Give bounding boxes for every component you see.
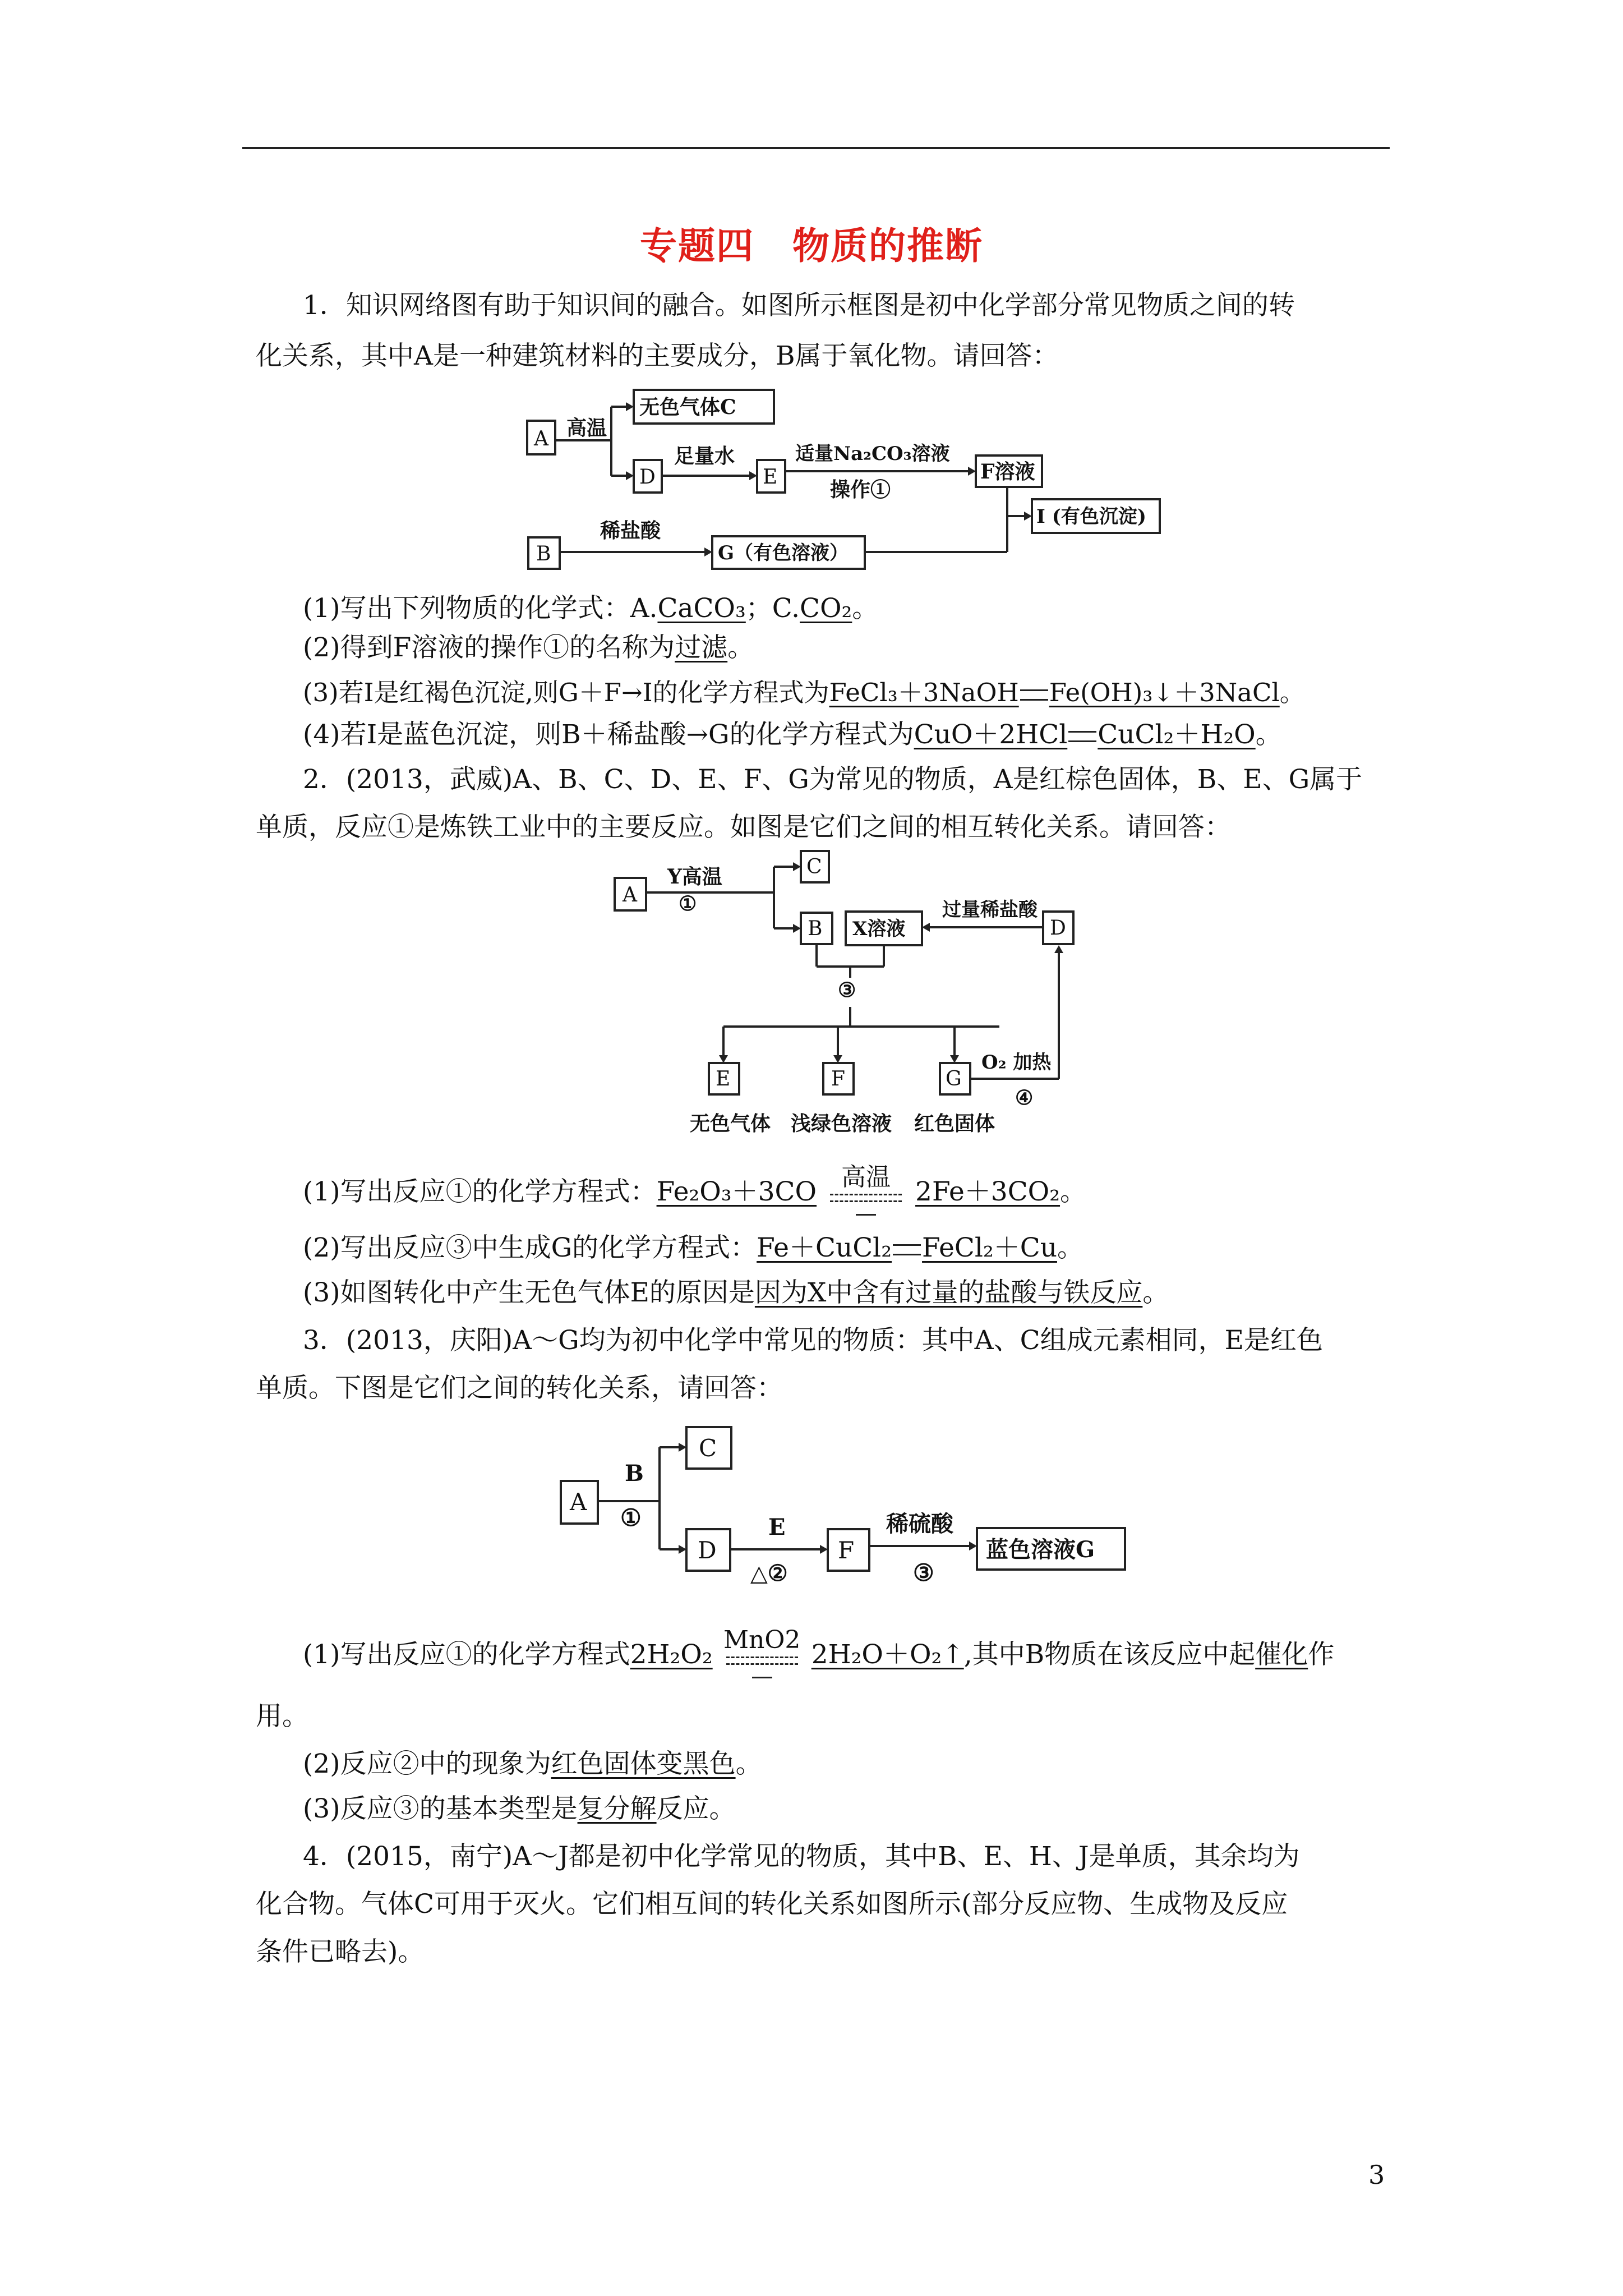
q3-eq1-left: 2H₂O₂ (630, 1639, 713, 1670)
q2-eq2-right: FeCl₂＋Cu (922, 1232, 1057, 1263)
q1-label-b: B (536, 542, 551, 565)
q3-answer-1-cont: 用。 (256, 1701, 308, 1732)
q2-diagram (606, 850, 1110, 1142)
q2-stem-line2: 单质，反应①是炼铁工业中的主要反应。如图是它们之间的相互转化关系。请回答： (256, 812, 1231, 843)
q2-label-y: Y高温 (667, 865, 722, 889)
q3-label-e: E (768, 1514, 786, 1540)
page-number: 3 (1368, 2160, 1385, 2190)
q1-ans-c: CO₂ (800, 593, 852, 624)
q3-label-c: C (699, 1434, 717, 1462)
q4-stem-line1: 4．(2015，南宁)A～J都是初中化学常见的物质，其中B、E、H、J是单质，其余均为 (303, 1841, 1300, 1872)
q1-label-e: E (763, 466, 778, 489)
q1-stem-line2: 化关系，其中A是一种建筑材料的主要成分，B属于氧化物。请回答： (256, 341, 1059, 371)
q2-label-f: F (831, 1068, 845, 1091)
q1-label-c: 无色气体C (639, 395, 736, 419)
q2-label-e: E (716, 1068, 731, 1091)
q1-eq4-left: CuO＋2HCl (914, 719, 1068, 750)
q1-label-f: F溶液 (980, 460, 1035, 484)
page-title: 专题四 物质的推断 (640, 224, 983, 268)
q2-answer-3: (3)如图转化中产生无色气体E的原因是因为X中含有过量的盐酸与铁反应。 (303, 1277, 1169, 1308)
reaction-condition-arrow: MnO2 (721, 1634, 804, 1679)
q3-label-r1: ① (620, 1504, 642, 1531)
q3-ans-phenomenon: 红色固体变黑色 (551, 1749, 736, 1779)
header-rule (242, 147, 1390, 149)
q2-caption-f: 浅绿色溶液 (791, 1112, 892, 1135)
q2-answer-2: (2)写出反应③中生成G的化学方程式：Fe＋CuCl₂ FeCl₂＋Cu。 (303, 1232, 1083, 1263)
reaction-condition-arrow: 高温 (824, 1171, 907, 1216)
q1-label-na2co3: 适量Na₂CO₃溶液 (795, 443, 950, 465)
q1-answer-3: (3)若I是红褐色沉淀,则G＋F→I的化学方程式为FeCl₃＋3NaOH Fe(OH)₃↓＋3NaCl。 (303, 678, 1305, 707)
q2-ans-reason: 因为X中含有过量的盐酸与铁反应 (754, 1277, 1143, 1308)
q3-label-r3: ③ (913, 1559, 934, 1586)
q1-ans-a: CaCO₃ (657, 593, 746, 624)
q3-ans-type: 复分解 (577, 1793, 657, 1824)
q2-label-a: A (623, 884, 637, 907)
q1-label-i: I (有色沉淀) (1036, 505, 1146, 528)
q3-label-r2: △② (750, 1560, 788, 1586)
q3-label-f: F (838, 1536, 855, 1564)
q1-label-hcl: 稀盐酸 (600, 519, 661, 542)
q2-label-d: D (1050, 917, 1066, 940)
q2-label-g: G (946, 1068, 962, 1091)
q3-answer-3: (3)反应③的基本类型是复分解反应。 (303, 1793, 736, 1824)
q2-caption-e: 无色气体 (690, 1112, 771, 1135)
q1-answer-1: (1)写出下列物质的化学式：A.CaCO₃；C.CO₂。 (303, 593, 879, 624)
q1-label-water: 足量水 (674, 444, 735, 468)
q3-answer-2: (2)反应②中的现象为红色固体变黑色。 (303, 1749, 762, 1779)
q1-stem-line1: 1．知识网络图有助于知识间的融合。如图所示框图是初中化学部分常见物质之间的转 (303, 290, 1295, 321)
q4-stem-line3: 条件已略去)。 (256, 1936, 425, 1967)
q2-caption-g: 红色固体 (914, 1112, 995, 1135)
q2-label-x: X溶液 (852, 918, 906, 940)
equals-sign (1020, 689, 1048, 701)
q2-label-r4: ④ (1015, 1086, 1034, 1110)
q1-eq4-right: CuCl₂＋H₂O (1098, 719, 1256, 750)
q3-stem-line1: 3．(2013，庆阳)A～G均为初中化学中常见的物质：其中A、C组成元素相同，E是红色 (303, 1325, 1323, 1356)
q2-label-o2: O₂ 加热 (981, 1051, 1052, 1074)
q1-ans-op: 过滤 (675, 632, 728, 663)
q3-label-a: A (570, 1488, 587, 1516)
q2-eq2-left: Fe＋CuCl₂ (757, 1232, 892, 1263)
q1-answer-2: (2)得到F溶液的操作①的名称为过滤。 (303, 632, 754, 663)
q2-eq1-right: 2Fe＋3CO₂ (915, 1176, 1061, 1207)
q2-stem-line1: 2．(2013，武威)A、B、C、D、E、F、G为常见的物质，A是红棕色固体，B、E、G属于 (303, 764, 1363, 795)
q3-eq1-right: 2H₂O＋O₂↑ (811, 1639, 964, 1670)
q2-label-hcl: 过量稀盐酸 (942, 899, 1038, 921)
q1-diagram (522, 381, 1172, 572)
q1-label-g: G（有色溶液） (718, 542, 849, 564)
q1-label-high-temp: 高温 (566, 416, 607, 440)
q3-label-d: D (698, 1536, 717, 1564)
q2-answer-1: (1)写出反应①的化学方程式：Fe₂O₃＋3CO 高温 2Fe＋3CO₂。 (303, 1167, 1396, 1217)
q3-ans-catalyst: 催化 (1255, 1639, 1308, 1670)
q3-label-b: B (625, 1460, 644, 1487)
q2-label-r3: ③ (838, 978, 856, 1002)
q3-label-h2so4: 稀硫酸 (886, 1511, 953, 1537)
q1-answer-4: (4)若I是蓝色沉淀，则B＋稀盐酸→G的化学方程式为CuO＋2HCl CuCl₂＋H₂O。 (303, 719, 1282, 750)
q3-diagram (555, 1419, 1150, 1599)
q3-label-g: 蓝色溶液G (986, 1536, 1095, 1563)
q1-eq3-right: Fe(OH)₃↓＋3NaCl (1049, 678, 1280, 707)
q2-eq1-left: Fe₂O₃＋3CO (656, 1176, 817, 1207)
q2-label-r1: ① (679, 892, 697, 915)
q2-label-b: B (808, 917, 823, 940)
q4-stem-line2: 化合物。气体C可用于灭火。它们相互间的转化关系如图所示(部分反应物、生成物及反应 (256, 1889, 1288, 1920)
equals-sign (893, 1244, 921, 1255)
q2-label-c: C (806, 855, 822, 878)
q1-label-a: A (534, 427, 548, 450)
q1-eq3-left: FeCl₃＋3NaOH (829, 678, 1019, 707)
q3-answer-1: (1)写出反应①的化学方程式2H₂O₂ MnO2 2H₂O＋O₂↑,其中B物质在该反应中起催化作 (303, 1630, 1396, 1680)
q1-label-op1: 操作① (830, 478, 891, 501)
q3-stem-line2: 单质。下图是它们之间的转化关系，请回答： (256, 1373, 783, 1404)
q1-label-d: D (639, 466, 656, 489)
equals-sign (1068, 731, 1096, 742)
